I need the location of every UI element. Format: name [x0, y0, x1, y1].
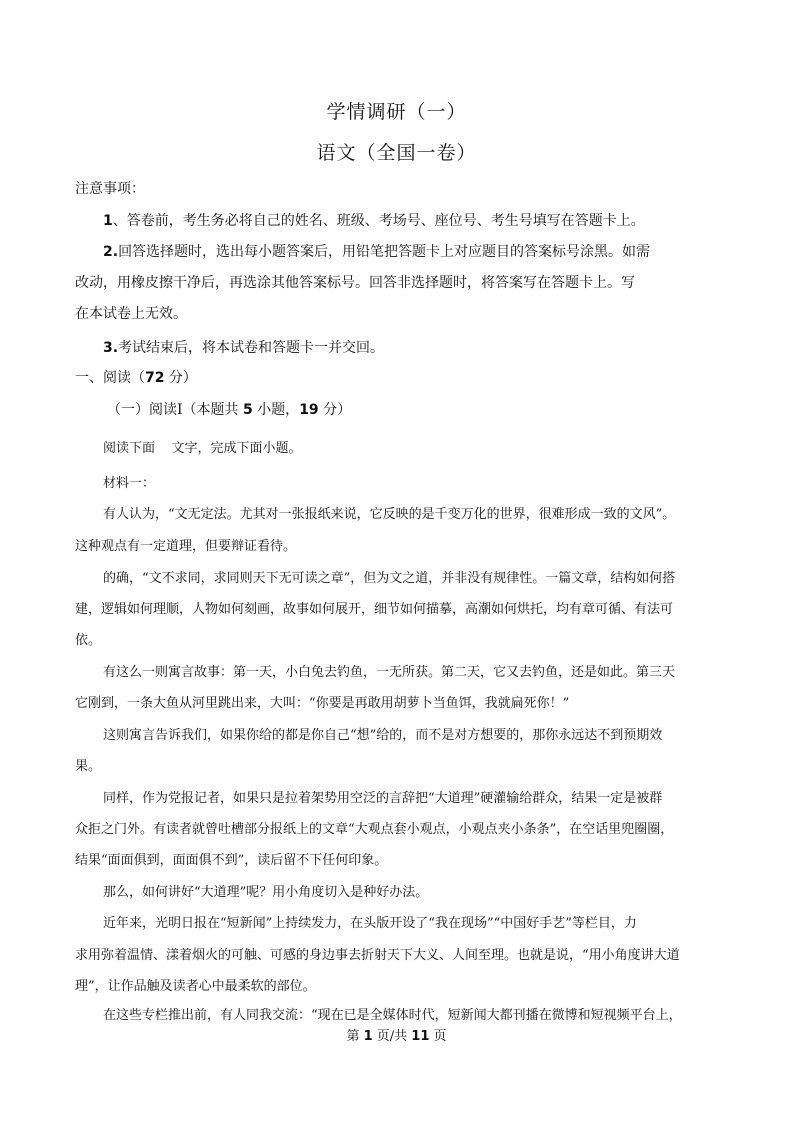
text-line: 有人认为，“文无定法。尤其对一张报纸来说，它反映的是千变万化的世界，很难形成一致的文风”。 [103, 507, 676, 522]
notice-item-2-text: 回答选择题时，选出每小题答案后，用铅笔把答题卡上对应题目的答案标号涂黑。如需 [118, 244, 651, 260]
notice-item-1-number: 1 [103, 213, 113, 229]
text-line: 果。 [75, 759, 102, 774]
notice-heading: 注意事项： [75, 181, 145, 197]
text-line: 在这些专栏推出前，有人同我交流：“现在已是全媒体时代，短新闻大都刊播在微博和短视频平台上， [103, 1008, 682, 1023]
text-line: 结果“面面俱到，面面俱不到”，读后留不下任何印象。 [75, 853, 388, 868]
text-line: 它刚到，一条大鱼从河里跳出来，大叫：“你要是再敢用胡萝卜当鱼饵，我就扁死你！” [75, 696, 570, 711]
notice-item-3 [103, 337, 725, 357]
text-line: 这种观点有一定道理，但要辩证看待。 [75, 539, 297, 554]
notice-item-2 [103, 241, 725, 261]
notice-item-1 [103, 210, 725, 230]
notice-item-3-text: 考试结束后，将本试卷和答题卡一并交回。 [118, 340, 385, 356]
text-line: 依。 [75, 633, 102, 648]
text-line: 众拒之门外。有读者就曾吐槽部分报纸上的文章“大观点套小观点，小观点夹小条条”，在空话里兜圈圈， [75, 822, 674, 837]
page-total: 11 [411, 1029, 430, 1044]
text-line: 这则寓言告诉我们，如果你给的都是你自己“想”给的，而不是对方想要的，那你永远达不到预期效 [103, 728, 663, 743]
notice-item-1-text: 、答卷前，考生务必将自己的姓名、班级、考场号、座位号、考生号填写在答题卡上。 [112, 213, 645, 229]
text-line: 有这么一则寓言故事：第一天，小白兔去钓鱼，一无所获。第二天，它又去钓鱼，还是如此。第三天 [103, 665, 676, 680]
page-number: 1 [363, 1029, 373, 1044]
text-line: 建，逻辑如何理顺，人物如何刻画，故事如何展开，细节如何描摹，高潮如何烘托，均有章可循、有法可 [75, 602, 674, 617]
text-line: 求用弥着温情、漾着烟火的可触、可感的身边事去折射天下大义、人间至理。也就是说，“用小角度讲大道 [75, 948, 680, 963]
text-line: 同样，作为党报记者，如果只是拉着架势用空泛的言辞把“大道理”硬灌输给群众，结果一定是被群 [103, 791, 663, 806]
reading-instructions: 阅读下面 文字，完成下面小题。 [103, 441, 302, 456]
notice-item-2-number: 2. [103, 244, 119, 260]
section-score: 72 [145, 370, 165, 386]
subsection-heading: （一）阅读Ⅰ（本题共 5 小题，19 分） [107, 402, 352, 418]
text-line: 近年来，光明日报在“短新闻”上持续发力，在头版开设了“我在现场”“中国好手艺”等栏目，力 [103, 916, 637, 931]
notice-item-2-line-3: 在本试卷上无效。 [75, 306, 187, 322]
material-label: 材料一： [103, 476, 156, 491]
page-subtitle: 语文（全国一卷） [316, 142, 477, 164]
subsection-score: 19 [299, 402, 319, 418]
notice-item-3-number: 3. [103, 340, 119, 356]
section-heading: 一、阅读（72 分） [75, 370, 197, 386]
notice-item-2-line-2: 改动，用橡皮擦干净后，再选涂其他答案标号。回答非选择题时，将答案写在答题卡上。写 [75, 275, 635, 291]
text-line: 理”，让作品触及读者心中最柔软的部位。 [75, 979, 316, 994]
text-line: 的确，“文不求同，求同则天下无可读之章”，但为文之道，并非没有规律性。一篇文章，结构如何搭 [103, 571, 676, 586]
subsection-count: 5 [242, 402, 253, 418]
text-line: 那么，如何讲好“大道理”呢？用小角度切入是种好办法。 [103, 885, 429, 900]
page-title: 学情调研（一） [326, 101, 467, 123]
page-footer: 第 1 页/共 11 页 [346, 1029, 447, 1044]
